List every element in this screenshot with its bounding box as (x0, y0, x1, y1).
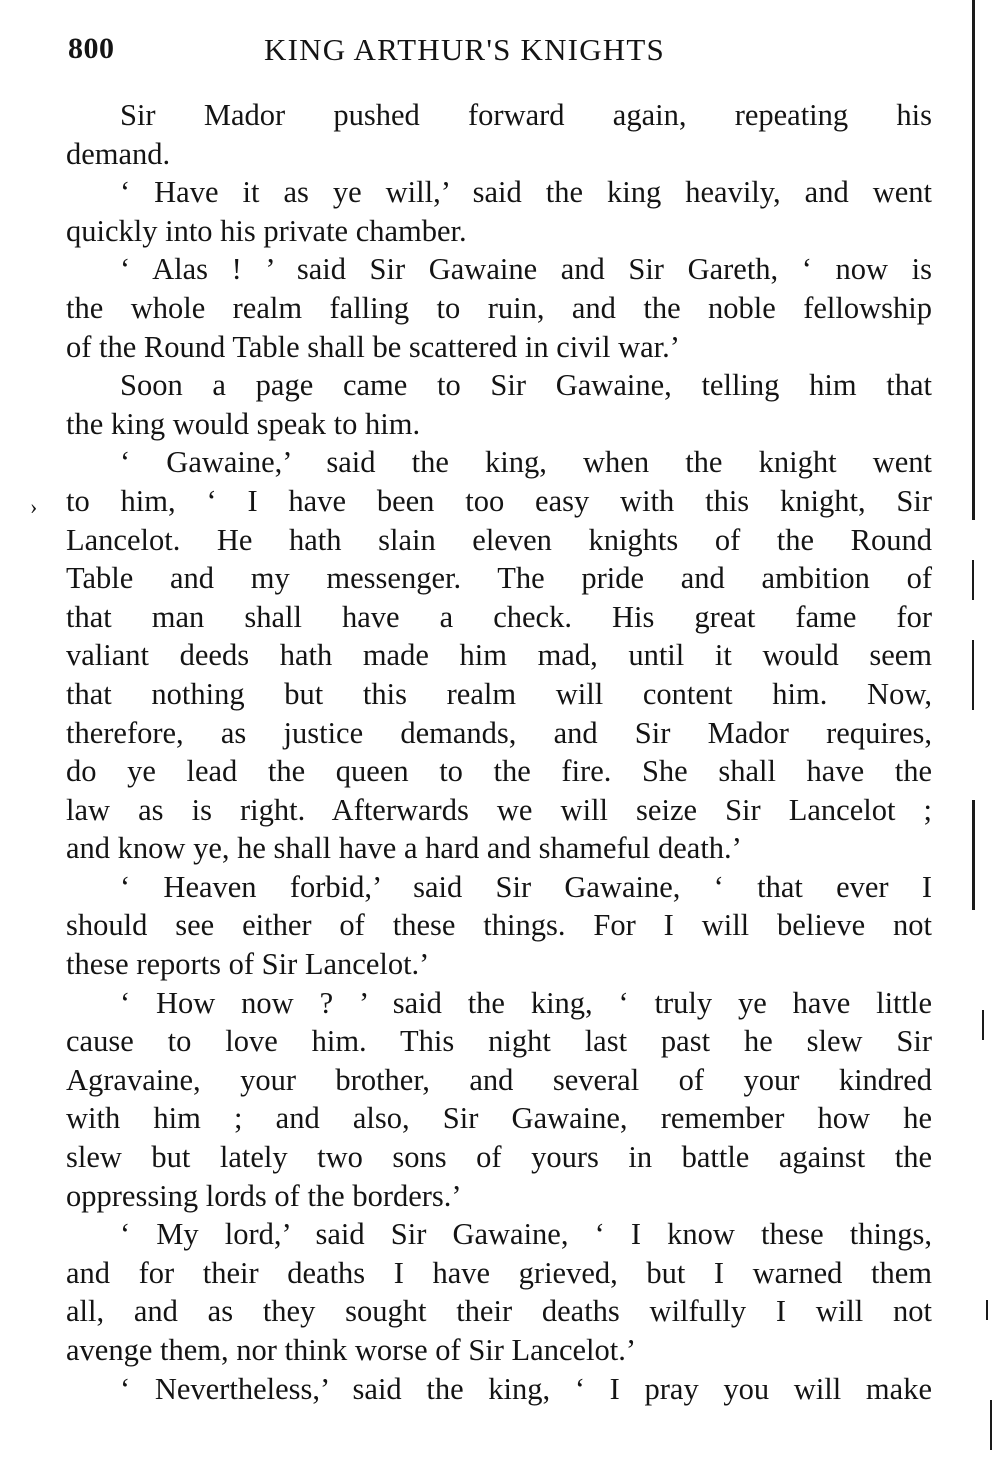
text-line: law as is right. Afterwards we will seize Sir Lancelot ; (66, 792, 932, 827)
text-line: ‘ How now ? ’ said the king, ‘ truly ye have little (120, 985, 932, 1020)
text-line: quickly into his private chamber. (66, 213, 467, 248)
text-line: that man shall have a check. His great fame for (66, 599, 932, 634)
text-line: and know ye, he shall have a hard and shameful death.’ (66, 831, 742, 866)
text-line: should see either of these things. For I will believe not (66, 908, 932, 943)
text-line: therefore, as justice demands, and Sir Mador requires, (66, 715, 932, 750)
scan-edge-line (990, 1400, 992, 1450)
scan-edge-line (982, 1010, 984, 1040)
text-line: Lancelot. He hath slain eleven knights of the Round (66, 522, 932, 557)
text-line: avenge them, nor think worse of Sir Lancelot.’ (66, 1333, 637, 1367)
text-line: and for their deaths I have grieved, but I warned them (66, 1255, 932, 1290)
running-title: KING ARTHUR'S KNIGHTS (264, 32, 665, 67)
scan-edge-line (972, 640, 974, 710)
text-line: Soon a page came to Sir Gawaine, telling him that (120, 368, 932, 403)
page-number: 800 (68, 32, 115, 65)
text-line: to him, ‘ I have been too easy with this knight, Sir (66, 483, 932, 518)
text-line: the king would speak to him. (66, 406, 421, 441)
text-line: these reports of Sir Lancelot.’ (66, 947, 430, 982)
text-line: that nothing but this realm will content him. Now, (66, 676, 932, 711)
text-line: oppressing lords of the borders.’ (66, 1178, 462, 1213)
text-line: Sir Mador pushed forward again, repeating his (120, 98, 932, 132)
text-line: ‘ Heaven forbid,’ said Sir Gawaine, ‘ that ever I (120, 869, 932, 904)
text-line: Table and my messenger. The pride and ambition of (66, 561, 932, 596)
text-line: ‘ My lord,’ said Sir Gawaine, ‘ I know these things, (120, 1217, 932, 1252)
text-line: slew but lately two sons of yours in battle against the (66, 1140, 932, 1175)
text-line: of the Round Table shall be scattered in civil war.’ (66, 329, 680, 364)
scan-edge-line (972, 560, 974, 600)
text-line: ‘ Gawaine,’ said the king, when the knight went (120, 445, 932, 480)
scan-edge-line (972, 800, 975, 910)
body-text (66, 96, 932, 1408)
text-line: ‘ Alas ! ’ said Sir Gawaine and Sir Gareth, ‘ now is (120, 252, 932, 287)
text-line: with him ; and also, Sir Gawaine, remember how he (66, 1101, 932, 1136)
text-line: Agravaine, your brother, and several of your kindred (66, 1062, 932, 1097)
text-line: ‘ Have it as ye will,’ said the king heavily, and went (120, 175, 932, 210)
text-line: demand. (66, 136, 171, 171)
margin-mark: › (30, 494, 38, 519)
text-line: all, and as they sought their deaths wilfully I will not (66, 1294, 932, 1329)
text-line: valiant deeds hath made him mad, until it would seem (66, 638, 932, 673)
page-header (68, 32, 928, 76)
scan-edge-line (972, 0, 975, 520)
text-line: ‘ Nevertheless,’ said the king, ‘ I pray you will make (120, 1371, 932, 1406)
text-line: the whole realm falling to ruin, and the noble fellowship (66, 290, 932, 325)
scan-edge-line (986, 1300, 988, 1320)
text-line: cause to love him. This night last past he slew Sir (66, 1024, 932, 1059)
text-line: do ye lead the queen to the fire. She shall have the (66, 754, 932, 789)
